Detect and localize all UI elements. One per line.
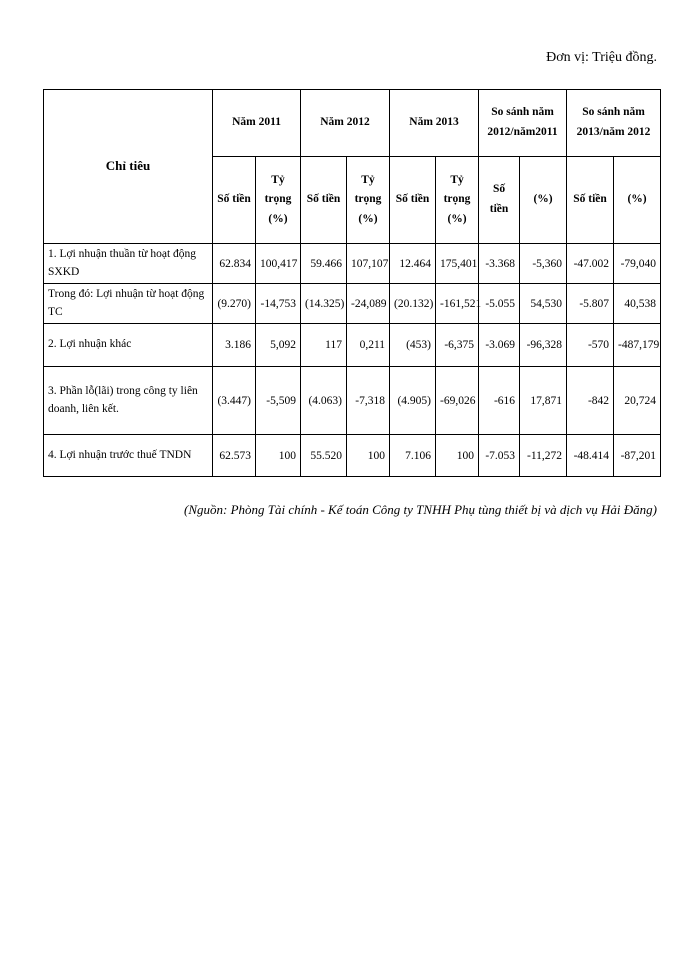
table-row xyxy=(44,367,661,435)
indicator-header: Chỉ tiêu xyxy=(44,90,213,244)
amount-header: Số tiền xyxy=(390,157,436,244)
share-header: Tỷ trọng (%) xyxy=(256,157,301,244)
cell-value: -5,360 xyxy=(520,244,567,284)
cell-value: -5,509 xyxy=(256,367,301,435)
cell-value: -69,026 xyxy=(436,367,479,435)
cell-value: 20,724 xyxy=(614,367,661,435)
cell-value: -6,375 xyxy=(436,324,479,367)
amount-header: Số tiền xyxy=(213,157,256,244)
cell-value: 3.186 xyxy=(213,324,256,367)
cell-value: (20.132) xyxy=(390,284,436,324)
profit-table xyxy=(43,89,661,477)
cell-value: -570 xyxy=(567,324,614,367)
cell-value: -87,201 xyxy=(614,435,661,477)
cell-value: -616 xyxy=(479,367,520,435)
cell-value: 59.466 xyxy=(301,244,347,284)
cell-value: 100 xyxy=(436,435,479,477)
pct-header: (%) xyxy=(520,157,567,244)
cell-value: (4.905) xyxy=(390,367,436,435)
share-header: Tỷ trọng (%) xyxy=(436,157,479,244)
cell-value: -47.002 xyxy=(567,244,614,284)
cell-value: -79,040 xyxy=(614,244,661,284)
amount-header: Số tiền xyxy=(301,157,347,244)
table-row xyxy=(44,244,661,284)
unit-label: Đơn vị: Triệu đồng. xyxy=(546,50,657,65)
cell-value: 100 xyxy=(256,435,301,477)
row-label: Trong đó: Lợi nhuận từ hoạt động TC xyxy=(44,284,213,324)
year-2011-header: Năm 2011 xyxy=(213,90,301,157)
cell-value: 62.834 xyxy=(213,244,256,284)
cell-value: -3.368 xyxy=(479,244,520,284)
cell-value: -161,521 xyxy=(436,284,479,324)
compare-2013-2012-header: So sánh năm 2013/năm 2012 xyxy=(567,90,661,157)
cell-value: -48.414 xyxy=(567,435,614,477)
row-label: 1. Lợi nhuận thuần từ hoạt động SXKD xyxy=(44,244,213,284)
cell-value: (453) xyxy=(390,324,436,367)
cell-value: 54,530 xyxy=(520,284,567,324)
cell-value: -5.807 xyxy=(567,284,614,324)
cell-value: -11,272 xyxy=(520,435,567,477)
cell-value: -14,753 xyxy=(256,284,301,324)
table-row xyxy=(44,284,661,324)
cell-value: (3.447) xyxy=(213,367,256,435)
row-label: 3. Phần lỗ(lãi) trong công ty liên doanh, liên kết. xyxy=(44,367,213,435)
cell-value: 5,092 xyxy=(256,324,301,367)
cell-value: 0,211 xyxy=(347,324,390,367)
cell-value: -487,179 xyxy=(614,324,661,367)
pct-header: (%) xyxy=(614,157,661,244)
row-label: 2. Lợi nhuận khác xyxy=(44,324,213,367)
amount-header: Số tiền xyxy=(567,157,614,244)
cell-value: 100 xyxy=(347,435,390,477)
cell-value: 175,401 xyxy=(436,244,479,284)
cell-value: 107,107 xyxy=(347,244,390,284)
amount-header: Số tiền xyxy=(479,157,520,244)
cell-value: 17,871 xyxy=(520,367,567,435)
cell-value: -5.055 xyxy=(479,284,520,324)
table-row xyxy=(44,435,661,477)
source-note: (Nguồn: Phòng Tài chính - Kế toán Công ty TNHH Phụ tùng thiết bị và dịch vụ Hải Đăng) xyxy=(183,502,657,517)
header-row-groups xyxy=(44,90,661,157)
cell-value: 100,417 xyxy=(256,244,301,284)
cell-value: 40,538 xyxy=(614,284,661,324)
cell-value: (14.325) xyxy=(301,284,347,324)
cell-value: 117 xyxy=(301,324,347,367)
year-2012-header: Năm 2012 xyxy=(301,90,390,157)
cell-value: 7.106 xyxy=(390,435,436,477)
cell-value: -24,089 xyxy=(347,284,390,324)
row-label: 4. Lợi nhuận trước thuế TNDN xyxy=(44,435,213,477)
cell-value: 62.573 xyxy=(213,435,256,477)
cell-value: -842 xyxy=(567,367,614,435)
cell-value: -3.069 xyxy=(479,324,520,367)
year-2013-header: Năm 2013 xyxy=(390,90,479,157)
share-header: Tỷ trọng (%) xyxy=(347,157,390,244)
cell-value: -7.053 xyxy=(479,435,520,477)
compare-2012-2011-header: So sánh năm 2012/năm2011 xyxy=(479,90,567,157)
cell-value: -7,318 xyxy=(347,367,390,435)
cell-value: 12.464 xyxy=(390,244,436,284)
cell-value: (9.270) xyxy=(213,284,256,324)
cell-value: 55.520 xyxy=(301,435,347,477)
cell-value: (4.063) xyxy=(301,367,347,435)
cell-value: -96,328 xyxy=(520,324,567,367)
table-row xyxy=(44,324,661,367)
